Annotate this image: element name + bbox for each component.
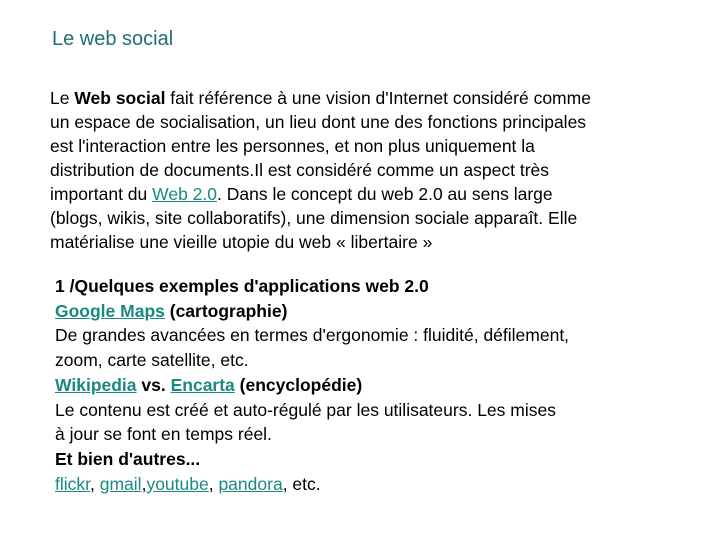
intro-line [50,182,690,206]
text: important du [50,184,153,204]
intro-line: matérialise une vieille utopie du web « libertaire » [50,232,433,252]
intro-line: est l'interaction entre les personnes, et non plus uniquement la [50,136,535,156]
maps-description: zoom, carte satellite, etc. [55,350,249,371]
text: Le [50,88,75,108]
gmail-link[interactable]: gmail [99,473,142,494]
etc-text: , etc. [282,473,321,494]
youtube-link[interactable]: youtube [146,473,209,494]
maps-label: (cartographie) [164,300,288,321]
maps-heading [55,299,695,324]
text: . Dans le concept du web 2.0 au sens large [217,184,553,204]
examples-section [55,274,695,496]
google-maps-link[interactable]: Google Maps [55,300,165,321]
separator: , [90,473,100,494]
text: fait référence à une vision d'Internet considéré comme [165,88,591,108]
maps-description: De grandes avancées en termes d'ergonomie : fluidité, défilement, [55,325,570,346]
page-title: Le web social [52,28,174,50]
web-social-term: Web social [74,88,166,108]
wiki-description: Le contenu est créé et auto-régulé par les utilisateurs. Les mises [55,399,556,420]
ency-label: (encyclopédie) [234,374,363,395]
wiki-description: à jour se font en temps réel. [55,424,272,445]
vs-text: vs. [136,374,171,395]
separator: , [141,473,147,494]
intro-line: un espace de socialisation, un lieu dont une des fonctions principales [50,112,587,132]
wikipedia-link[interactable]: Wikipedia [55,374,137,395]
separator: , [208,473,219,494]
intro-line [50,86,690,110]
intro-line: distribution de documents.Il est considéré comme un aspect très [50,160,549,180]
examples-heading: 1 /Quelques exemples d'applications web 2.0 [55,276,429,296]
wiki-heading [55,373,695,398]
web-2-0-link[interactable]: Web 2.0 [152,184,217,204]
intro-line: (blogs, wikis, site collaboratifs), une dimension sociale apparaît. Elle [50,208,578,228]
encarta-link[interactable]: Encarta [170,374,235,395]
flickr-link[interactable]: flickr [55,473,90,494]
others-links [55,472,695,497]
pandora-link[interactable]: pandora [218,473,283,494]
others-heading: Et bien d'autres... [55,448,201,469]
intro-paragraph [50,86,690,254]
